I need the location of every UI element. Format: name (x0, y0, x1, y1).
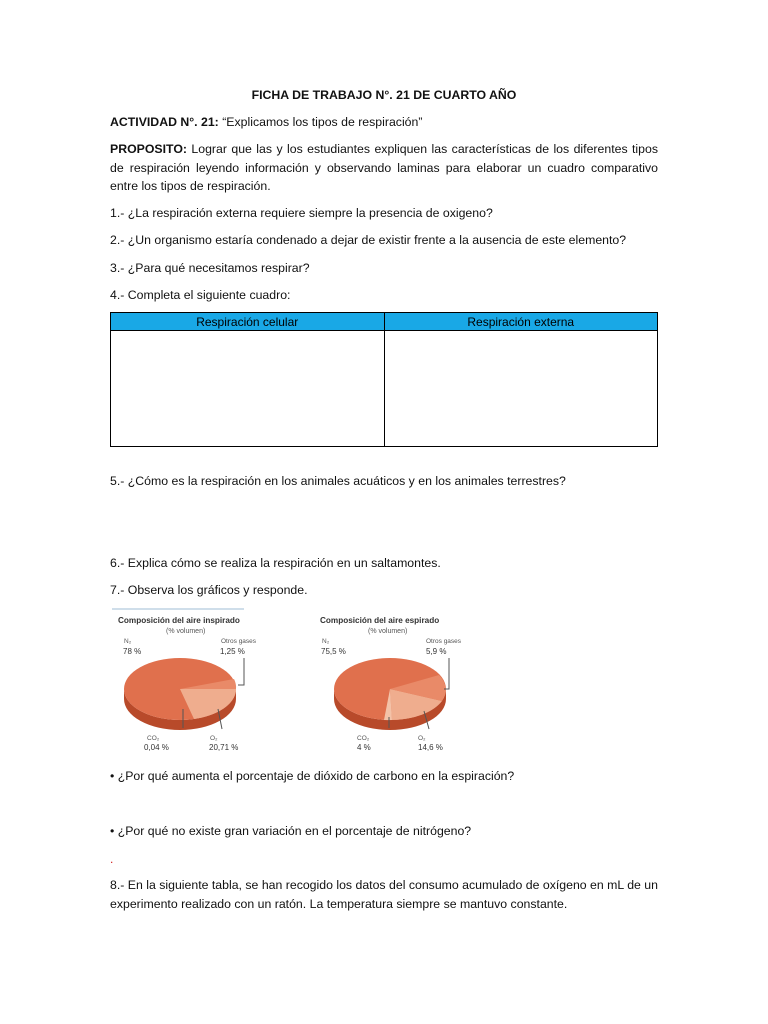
worksheet-title: FICHA DE TRABAJO N°. 21 DE CUARTO AÑO (251, 88, 517, 102)
chart-title: Composición del aire espirado (320, 616, 440, 625)
chart-subtitle: (% volumen) (166, 628, 206, 635)
table-answer-row (111, 331, 658, 447)
question-8: 8.- En la siguiente tabla, se han recogido los datos del consumo acumulado de oxígeno en mL de un experimento realizado con un ratón. La temperatura siempre se mantuvo constante. (110, 878, 658, 911)
activity-text: “Explicamos los tipos de respiración” (222, 115, 423, 129)
slice-label-other: 5,9 % (426, 647, 447, 656)
question-7: 7.- Observa los gráficos y responde. (110, 583, 308, 597)
slice-label-n2: 78 % (123, 647, 142, 656)
slice-label-n2: 75,5 % (321, 647, 346, 656)
purpose-label: PROPOSITO: (110, 142, 187, 156)
slice-name-co2: CO₂ (357, 735, 370, 742)
activity-label: ACTIVIDAD N°. 21: (110, 115, 219, 129)
question-4: 4.- Completa el siguiente cuadro: (110, 288, 291, 302)
table-header-row (111, 313, 658, 331)
pie-body (334, 658, 446, 730)
question-3: 3.- ¿Para qué necesitamos respirar? (110, 261, 310, 275)
header-cellular-respiration: Respiración celular (111, 313, 385, 331)
chart-title: Composición del aire inspirado (118, 616, 240, 625)
question-5: 5.- ¿Cómo es la respiración en los animales acuáticos y en los animales terrestres? (110, 474, 566, 488)
question-6: 6.- Explica cómo se realiza la respiración en un saltamontes. (110, 556, 441, 570)
header-external-respiration: Respiración externa (384, 313, 658, 331)
slice-name-n2: N₂ (322, 638, 330, 645)
slice-name-other: Otros gases (221, 638, 257, 645)
slice-label-other: 1,25 % (220, 647, 245, 656)
slice-name-o2: O₂ (418, 735, 426, 742)
slice-name-co2: CO₂ (147, 735, 160, 742)
purpose-text: Lograr que las y los estudiantes expliquen las características de los diferentes tipos de respiración leyendo información y observando laminas para elaborar un cuadro comparativo entre los tipos de respiración. (110, 142, 658, 193)
slice-label-o2: 20,71 % (209, 743, 239, 752)
question-1: 1.- ¿La respiración externa requiere siempre la presencia de oxigeno? (110, 206, 493, 220)
slice-name-n2: N₂ (124, 638, 132, 645)
question-2: 2.- ¿Un organismo estaría condenado a dejar de existir frente a la ausencia de este elemento? (110, 233, 627, 247)
red-dot-mark: . (110, 852, 114, 866)
answer-cell-cellular[interactable] (111, 331, 385, 447)
leader-other (238, 658, 244, 685)
pie-chart-expired-air (312, 605, 482, 755)
slice-label-co2: 0,04 % (144, 743, 169, 752)
answer-cell-external[interactable] (384, 331, 658, 447)
pie-body (124, 658, 236, 730)
comparison-table (110, 312, 658, 447)
slice-name-o2: O₂ (210, 735, 218, 742)
slice-label-o2: 14,6 % (418, 743, 443, 752)
purpose-paragraph (110, 140, 658, 196)
slice-name-other: Otros gases (426, 638, 462, 645)
slice-label-co2: 4 % (357, 743, 371, 752)
pie-chart-inspired-air (110, 605, 280, 755)
bullet-question-nitrogen: • ¿Por qué no existe gran variación en el porcentaje de nitrógeno? (110, 824, 472, 838)
bullet-question-co2: • ¿Por qué aumenta el porcentaje de dióxido de carbono en la espiración? (110, 769, 515, 783)
activity-line (110, 113, 658, 132)
chart-subtitle: (% volumen) (368, 628, 408, 635)
